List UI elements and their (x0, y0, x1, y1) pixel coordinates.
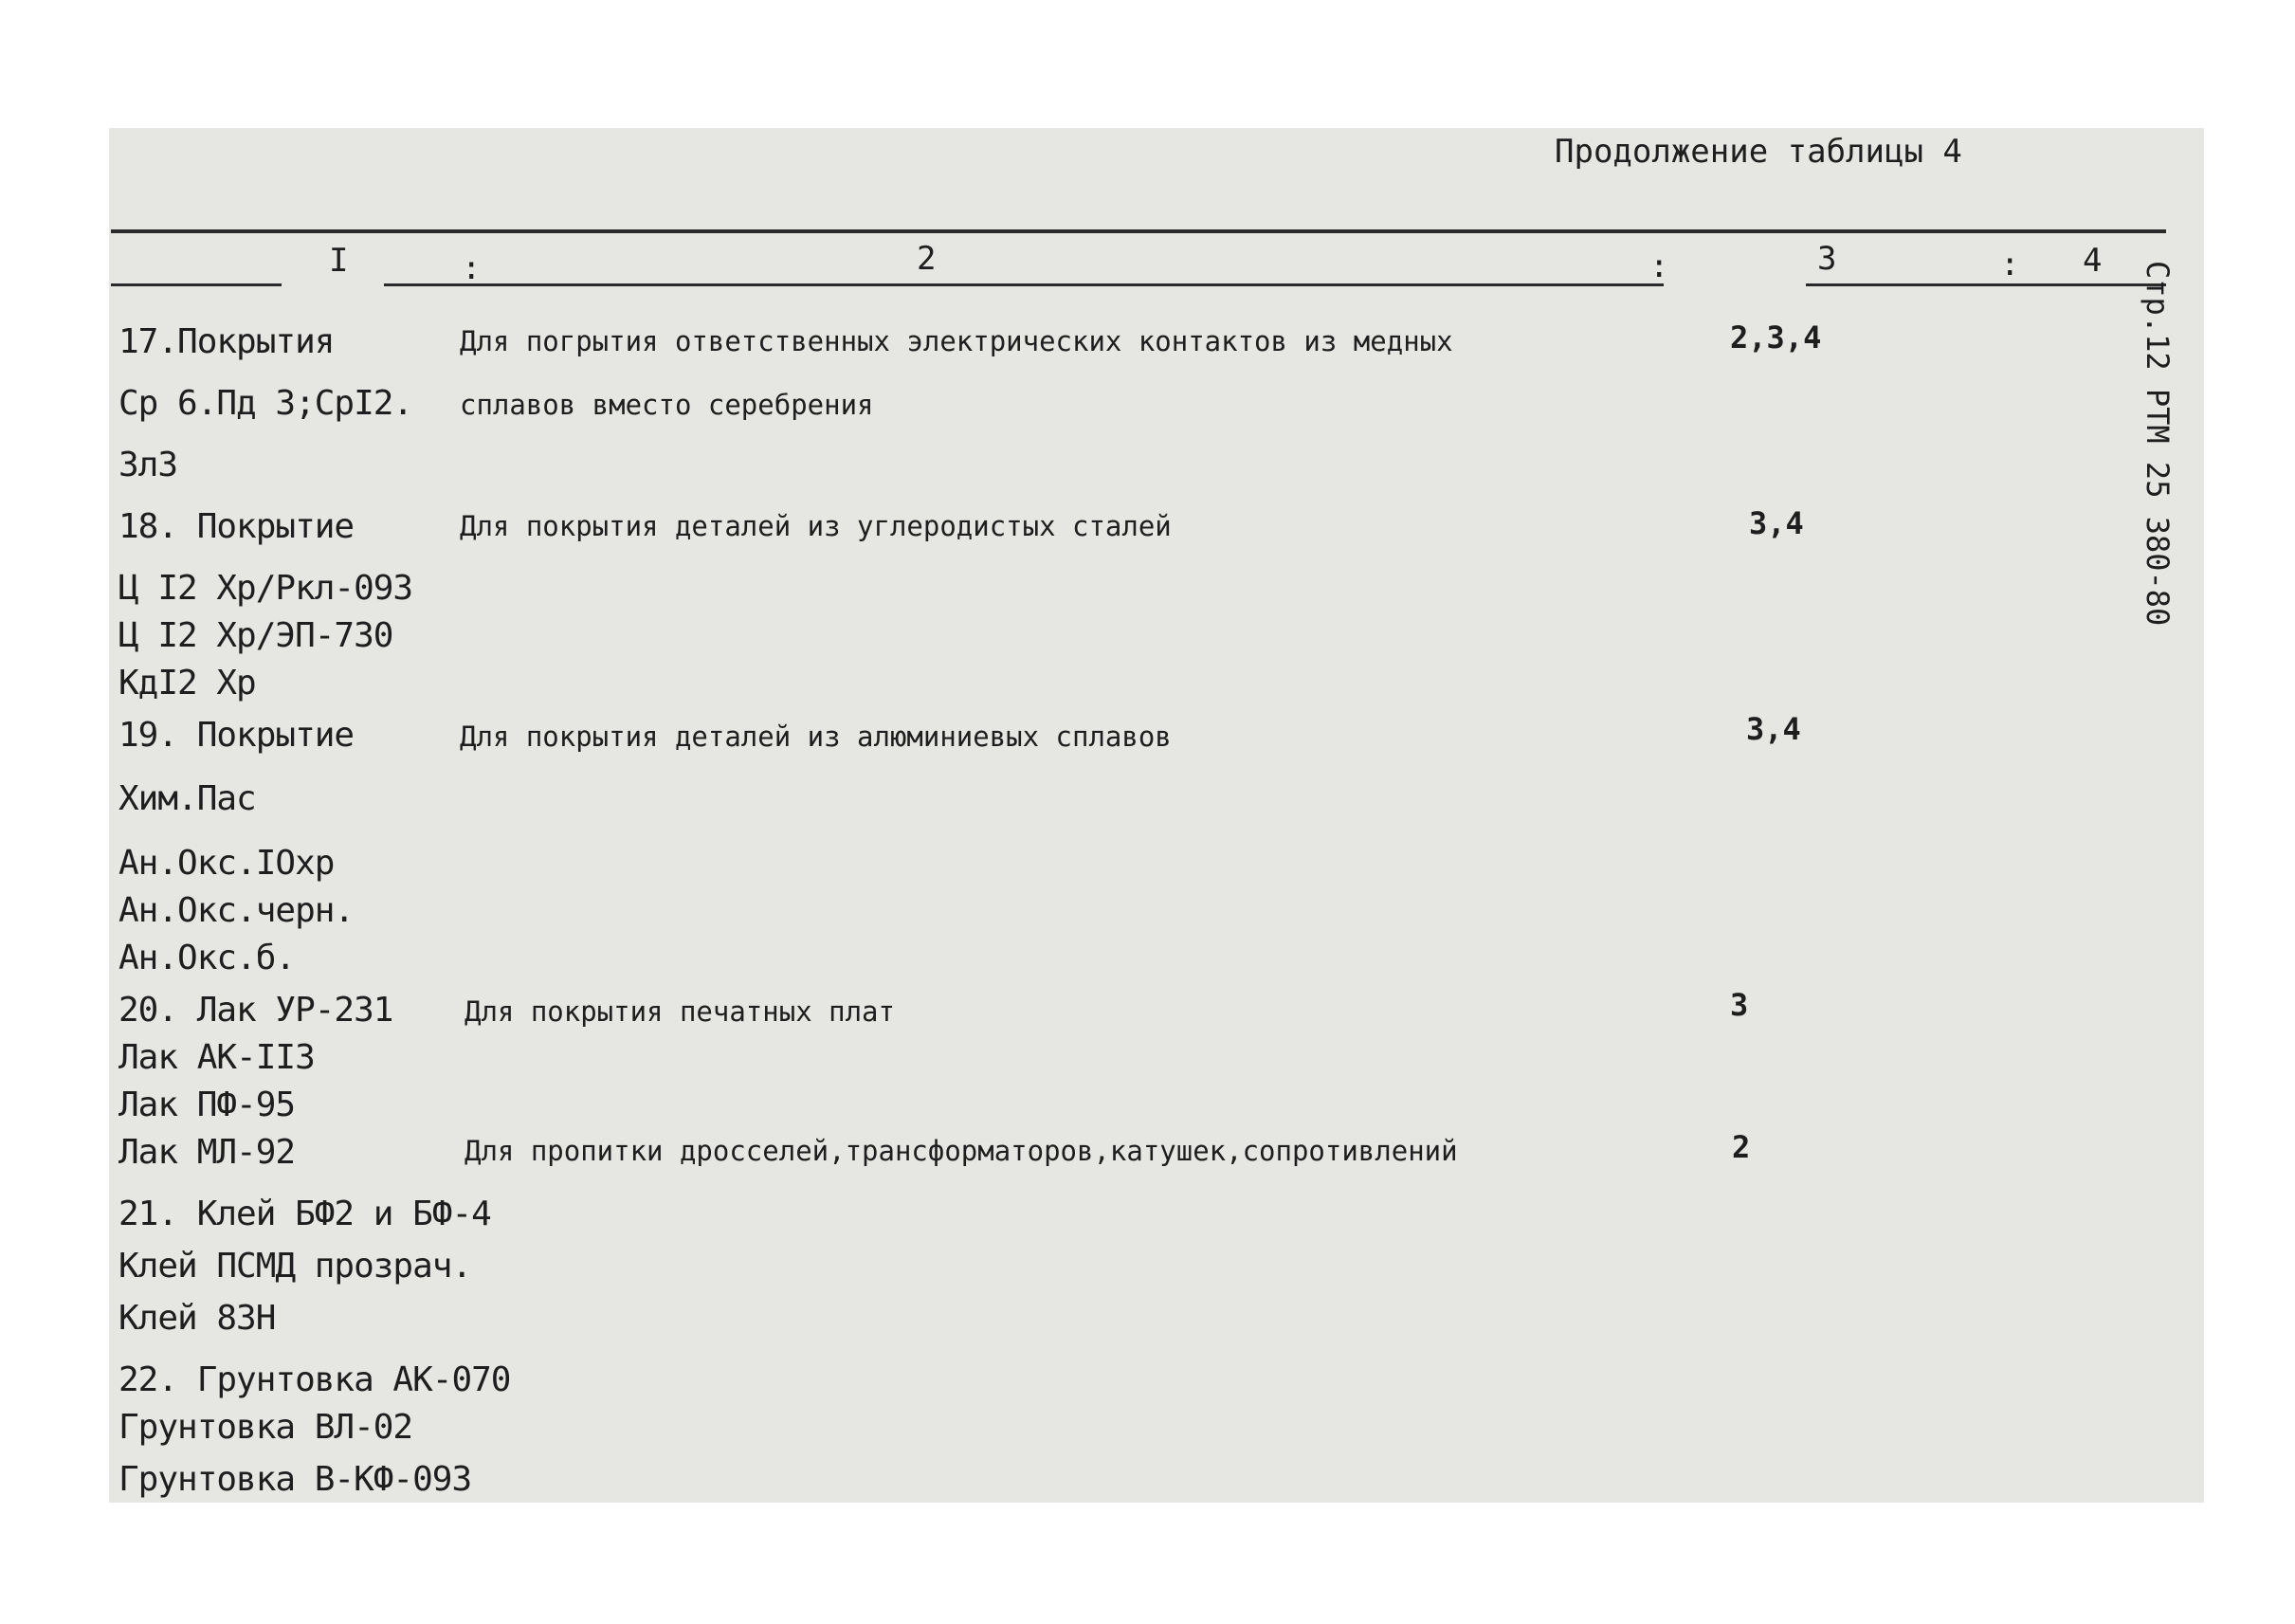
column-separator: : (462, 249, 482, 287)
column-header-4: 4 (2083, 242, 2103, 280)
table-row-item-name: Ан.Окс.б. (118, 939, 296, 977)
table-row-item-name: Ан.Окс.черн. (118, 891, 355, 930)
table-row-item-name: 17.Покрытия (118, 322, 335, 361)
table-row-description: Для покрытия деталей из алюминиевых сплавов (460, 721, 1172, 753)
table-row-item-name: Грунтовка ВЛ-02 (118, 1408, 413, 1447)
table-row-section-ref: 2 (1732, 1129, 1751, 1165)
document-page (109, 128, 2204, 1503)
table-row-item-name: Ц I2 Хр/ЭП-730 (118, 616, 393, 655)
column-header-3: 3 (1817, 240, 1837, 278)
table-row-item-name: Грунтовка В-КФ-093 (118, 1460, 472, 1499)
column-separator: : (1649, 247, 1669, 285)
table-row-item-name: 22. Грунтовка АК-070 (118, 1360, 511, 1399)
table-row-description: Для покрытия печатных плат (464, 995, 895, 1028)
table-row-section-ref: 3,4 (1749, 505, 1804, 541)
table-row-description: сплавов вместо серебрения (460, 389, 874, 421)
table-row-item-name: Ц I2 Хр/Ркл-093 (118, 569, 413, 608)
header-bottom-rule (1806, 283, 2166, 286)
table-row-item-name: Зл3 (118, 446, 178, 484)
table-row-section-ref: 3,4 (1746, 711, 1801, 747)
column-header-2: 2 (917, 240, 937, 278)
table-row-item-name: Ан.Окс.IОхр (118, 844, 335, 883)
table-row-item-name: 20. Лак УР-231 (118, 991, 393, 1030)
table-row-section-ref: 3 (1730, 987, 1749, 1023)
table-row-item-name: Лак АК-II3 (118, 1038, 315, 1077)
table-row-description: Для погрытия ответственных электрических контактов из медных (460, 325, 1453, 357)
table-row-item-name: Хим.Пас (118, 779, 256, 818)
table-row-item-name: 18. Покрытие (118, 507, 355, 546)
table-row-description: Для покрытия деталей из углеродистых сталей (460, 510, 1172, 542)
table-row-description: Для пропитки дросселей,трансформаторов,катушек,сопротивлений (464, 1135, 1458, 1167)
table-row-item-name: КдI2 Хр (118, 664, 256, 703)
table-top-rule (111, 229, 2166, 233)
column-header-1: I (329, 242, 349, 280)
table-row-item-name: 21. Клей БФ2 и БФ-4 (118, 1195, 491, 1233)
header-bottom-rule (111, 283, 282, 286)
table-row-item-name: Клей ПСМД прозрач. (118, 1247, 472, 1286)
table-row-item-name: Ср 6.Пд 3;СрI2. (118, 384, 413, 423)
header-bottom-rule (384, 283, 1664, 286)
table-caption: Продолжение таблицы 4 (1555, 133, 1962, 171)
column-separator: : (2000, 246, 2020, 283)
table-row-section-ref: 2,3,4 (1730, 319, 1822, 356)
page-number-stamp: Стр.12 РТМ 25 380-80 (2140, 261, 2176, 627)
table-row-item-name: Лак ПФ-95 (118, 1086, 296, 1124)
table-row-item-name: 19. Покрытие (118, 716, 355, 755)
table-row-item-name: Лак МЛ-92 (118, 1133, 296, 1172)
table-row-item-name: Клей 83Н (118, 1299, 276, 1338)
